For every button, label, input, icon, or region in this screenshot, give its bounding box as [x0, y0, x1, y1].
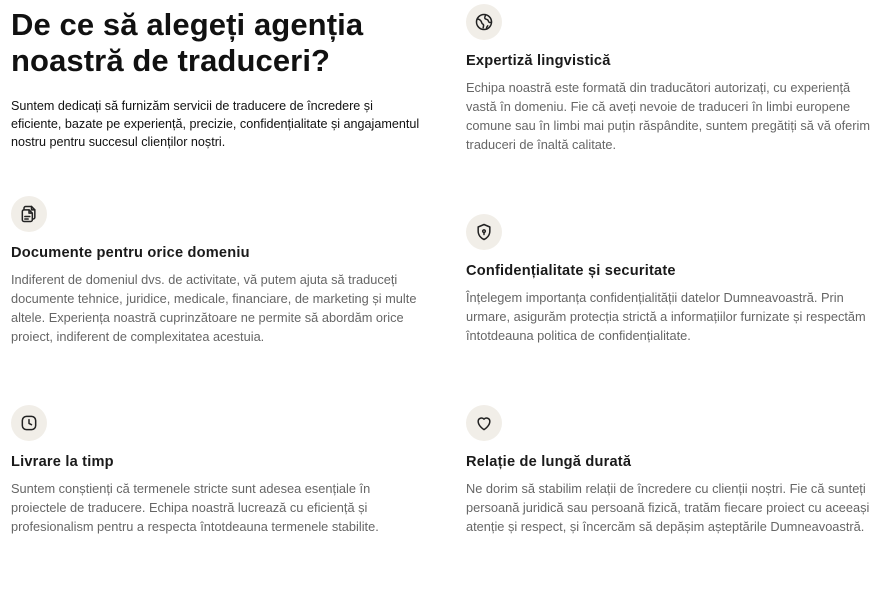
feature-description: Suntem conștienți că termenele stricte sunt adesea esențiale în proiectele de traducere. Echipa noastră lucrează cu eficiență și profesionalism pentru a respecta întotdeauna termenele stabilite.	[11, 481, 379, 534]
feature-description: Înțelegem importanța confidențialității datelor Dumneavoastră. Prin urmare, asigurăm protecția strictă a informațiilor furnizate și respectăm întotdeauna politica de confidențialitate.	[466, 290, 866, 343]
intro-text: Suntem dedicați să furnizăm servicii de traducere de încredere și eficiente, bazate pe experiență, precizie, confidențialitate și angajamentul nostru pentru succesul clienților noștri.	[11, 99, 420, 149]
feature-title: Relație de lungă durată	[466, 454, 632, 470]
feature-title: Livrare la timp	[11, 454, 114, 470]
feature-on-time-delivery	[11, 405, 426, 536]
feature-documents	[11, 196, 426, 346]
feature-title: Expertiză lingvistică	[466, 53, 611, 69]
page-title: De ce să alegeți agenția noastră de traduceri?	[11, 7, 364, 78]
feature-description: Echipa noastră este formată din traducători autorizați, cu experiență vastă în domeniu. Fie că aveți nevoie de traduceri în limbi europene comune sau în limbi mai puțin răspândite, suntem pregătiți să vă oferim traduceri de înaltă calitate.	[466, 80, 871, 152]
feature-confidentiality	[466, 214, 881, 345]
globe-icon	[466, 4, 502, 40]
feature-linguistic-expertise	[466, 4, 881, 154]
shield-lock-icon	[466, 214, 502, 250]
heart-icon	[466, 405, 502, 441]
feature-description: Indiferent de domeniul dvs. de activitate, vă putem ajuta să traduceți documente tehnice, juridice, medicale, financiare, de marketing și multe altele. Experiența noastră cuprinzătoare ne permite să abordăm orice proiect, indiferent de complexitatea acestuia.	[11, 272, 417, 344]
feature-title: Documente pentru orice domeniu	[11, 245, 250, 261]
feature-title: Confidențialitate și securitate	[466, 263, 676, 279]
feature-description: Ne dorim să stabilim relații de încredere cu clienții noștri. Fie că sunteți persoană juridică sau persoană fizică, tratăm fiecare proiect cu aceeași atenție și respect, și încercăm să depășim așteptările Dumneavoastră.	[466, 481, 870, 534]
clock-icon	[11, 405, 47, 441]
feature-long-term-relationship	[466, 405, 881, 536]
documents-icon	[11, 196, 47, 232]
